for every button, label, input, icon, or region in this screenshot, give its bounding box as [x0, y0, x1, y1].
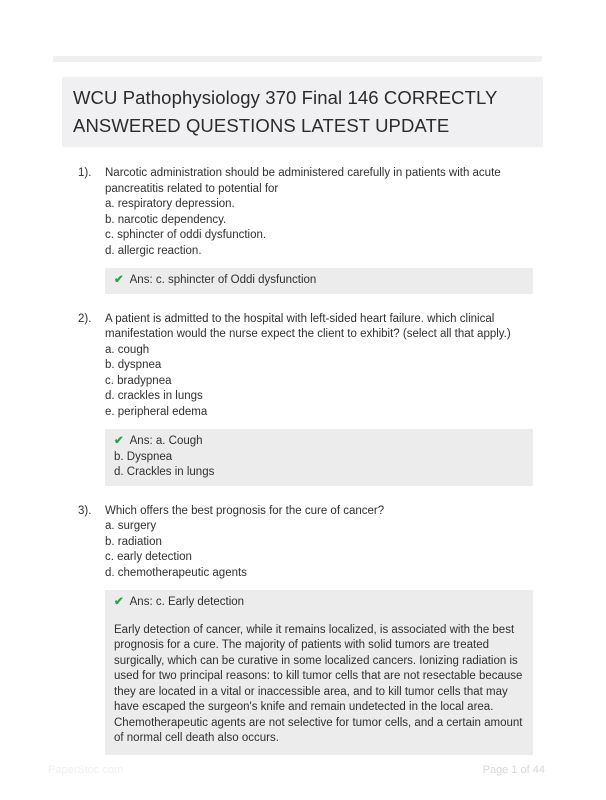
- check-icon: ✔: [114, 274, 124, 286]
- question-block: [78, 166, 548, 294]
- question-option: d. chemotherapeutic agents: [105, 566, 247, 579]
- question-text: Narcotic administration should be administered carefully in patients with acute pancreatitis related to potential for: [105, 167, 501, 195]
- question-body: [105, 312, 548, 486]
- question-options: [105, 343, 548, 421]
- answer-line: [114, 595, 524, 611]
- document-title: WCU Pathophysiology 370 Final 146 CORRECTLY ANSWERED QUESTIONS LATEST UPDATE: [62, 77, 543, 147]
- answer-text: b. Dyspnea: [114, 450, 173, 463]
- answer-line: [114, 434, 524, 450]
- questions-list: [78, 166, 548, 773]
- answer-box: [105, 268, 533, 294]
- question-option: a. surgery: [105, 520, 157, 532]
- previous-block-edge: [53, 56, 542, 62]
- question-option: b. narcotic dependency.: [105, 213, 227, 226]
- page-indicator: Page 1 of 44: [482, 764, 545, 776]
- answer-text: Ans: c. Early detection: [129, 596, 245, 608]
- question-block: [78, 504, 548, 755]
- check-icon: ✔: [114, 596, 124, 608]
- answer-line: [114, 465, 524, 481]
- answer-box: [105, 429, 533, 486]
- question-option: d. crackles in lungs: [105, 390, 203, 402]
- answer-line: [114, 450, 524, 466]
- question-number: 1).: [78, 167, 92, 179]
- question-option: a. respiratory depression.: [105, 198, 235, 210]
- question-option: e. peripheral edema: [105, 405, 208, 418]
- question-option: b. radiation: [105, 535, 162, 548]
- question-option: d. allergic reaction.: [105, 244, 202, 257]
- question-option: c. early detection: [105, 551, 192, 563]
- question-block: [78, 312, 548, 486]
- answer-explanation: Early detection of cancer, while it remains localized, is associated with the best prognosis for a cure. The majority of patients with solid tumors are treated surgically, which can be curative in some localized cancers. Ionizing radiation is used for two principal reasons: to kill tumor cells that are not resectable because they are located in a vital or inaccessible area, and to kill tumor cells that may have escaped the surgeon's knife and remain undetected in the local area. Chemotherapeutic agents are not selective for tumor cells, and a certain amount of normal cell death also occurs.: [114, 623, 523, 744]
- check-icon: ✔: [114, 435, 124, 447]
- question-body: [105, 166, 548, 294]
- question-number: 2).: [78, 312, 92, 325]
- answer-text: Ans: c. sphincter of Oddi dysfunction: [129, 274, 317, 286]
- answer-text: Ans: a. Cough: [129, 435, 203, 447]
- question-option: a. cough: [105, 343, 150, 356]
- question-body: [105, 504, 548, 755]
- question-text: A patient is admitted to the hospital with left-sided heart failure. which clinical manifestation would the nurse expect the client to exhibit? (select all that apply.): [105, 312, 511, 340]
- question-option: c. bradypnea: [105, 374, 172, 387]
- question-option: b. dyspnea: [105, 359, 162, 371]
- answer-text: d. Crackles in lungs: [114, 466, 215, 478]
- answer-box: [105, 590, 533, 755]
- question-options: [105, 519, 548, 581]
- answer-line: [114, 273, 524, 289]
- question-option: c. sphincter of oddi dysfunction.: [105, 229, 267, 241]
- watermark-link[interactable]: PaperStoc.com: [48, 764, 124, 776]
- question-text: Which offers the best prognosis for the cure of cancer?: [105, 504, 385, 517]
- question-options: [105, 197, 548, 259]
- question-number: 3).: [78, 504, 92, 517]
